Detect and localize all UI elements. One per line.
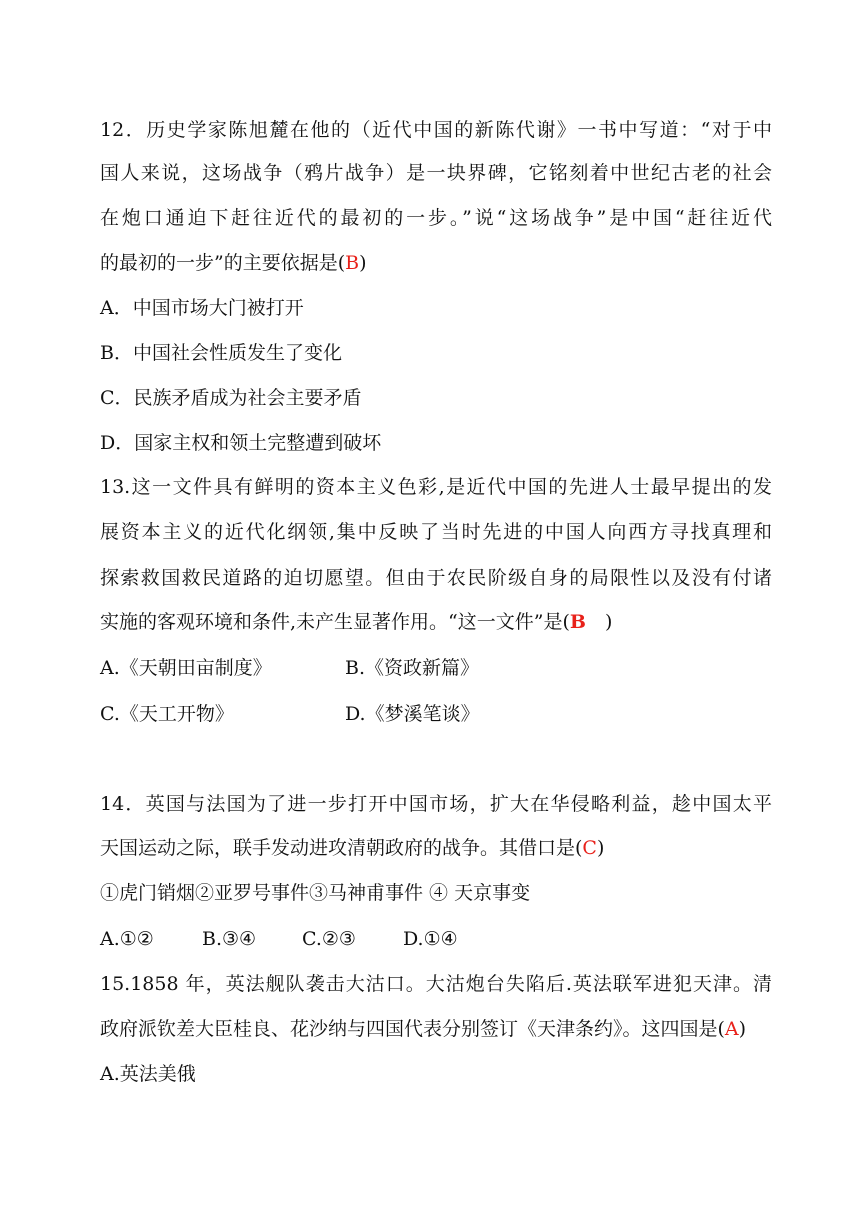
question-15-line-1: 15.1858 年，英法舰队袭击大沽口。大沽炮台失陷后.英法联军进犯天津。清 (100, 973, 772, 995)
option-b: B．中国社会性质发生了变化 (100, 342, 342, 364)
closing-paren: ) (359, 252, 367, 274)
answer-mark: C (582, 837, 597, 859)
question-12-line-1: 12．历史学家陈旭麓在他的（近代中国的新陈代谢》一书中写道：“对于中 (100, 119, 772, 141)
closing-paren: ) (738, 1018, 747, 1040)
question-13-line-3: 探索救国救民道路的迫切愿望。但由于农民阶级自身的局限性以及没有付诸 (100, 567, 772, 589)
question-13-line-4 (100, 608, 772, 636)
question-12-line-2: 国人来说，这场战争（鸦片战争）是一块界碑，它铭刻着中世纪古老的社会 (100, 162, 772, 184)
option-a: A.《天朝田亩制度》 (100, 657, 272, 679)
answer-mark: A (724, 1018, 739, 1040)
option-a: A．中国市场大门被打开 (100, 297, 304, 319)
question-15-line-2 (100, 1015, 768, 1043)
option-d: D.《梦溪笔谈》 (345, 703, 480, 725)
question-13-line-1: 13.这一文件具有鲜明的资本主义色彩,是近代中国的先进人士最早提出的发 (100, 476, 772, 498)
option-c: C.②③ (302, 928, 356, 950)
question-12-line-4 (100, 249, 772, 277)
options-row-1 (100, 654, 772, 682)
closing-paren: ) (585, 611, 613, 633)
option-a: A.①② (100, 928, 154, 950)
option-b: B.③④ (202, 928, 257, 950)
option-a: A.英法美俄 (100, 1063, 196, 1085)
option-d: D.①④ (403, 928, 458, 950)
question-15-stem-end: 政府派钦差大臣桂良、花沙纳与四国代表分别签订《天津条约》。这四国是( (100, 1018, 725, 1040)
option-c: C．民族矛盾成为社会主要矛盾 (100, 387, 362, 409)
question-12-stem-end: 的最初的一步”的主要依据是( (100, 252, 346, 274)
option-b: B.《资政新篇》 (345, 657, 480, 679)
answer-mark: B (345, 252, 360, 274)
question-13-line-2: 展资本主义的近代化纲领,集中反映了当时先进的中国人向西方寻找真理和 (100, 521, 772, 543)
option-c: C.《天工开物》 (100, 703, 234, 725)
question-14-line-1: 14．英国与法国为了进一步打开中国市场，扩大在华侵略利益，趁中国太平 (100, 793, 772, 815)
answer-mark: B (569, 611, 586, 633)
question-14-line-2 (100, 834, 772, 862)
question-13-stem-end: 实施的客观环境和条件,未产生显著作用。“这一文件”是( (100, 611, 570, 633)
question-14-stem-end: 天国运动之际，联手发动进攻清朝政府的战争。其借口是( (100, 837, 583, 859)
question-12-line-3: 在炮口通迫下赶往近代的最初的一步。”说“这场战争”是中国“赶往近代 (100, 207, 772, 229)
option-d: D．国家主权和领土完整遭到破坏 (100, 432, 382, 454)
question-14-items: ①虎门销烟②亚罗号事件③马神甫事件 ④ 天京事变 (100, 882, 531, 904)
closing-paren: ) (596, 837, 605, 859)
options-row-2 (100, 700, 772, 728)
